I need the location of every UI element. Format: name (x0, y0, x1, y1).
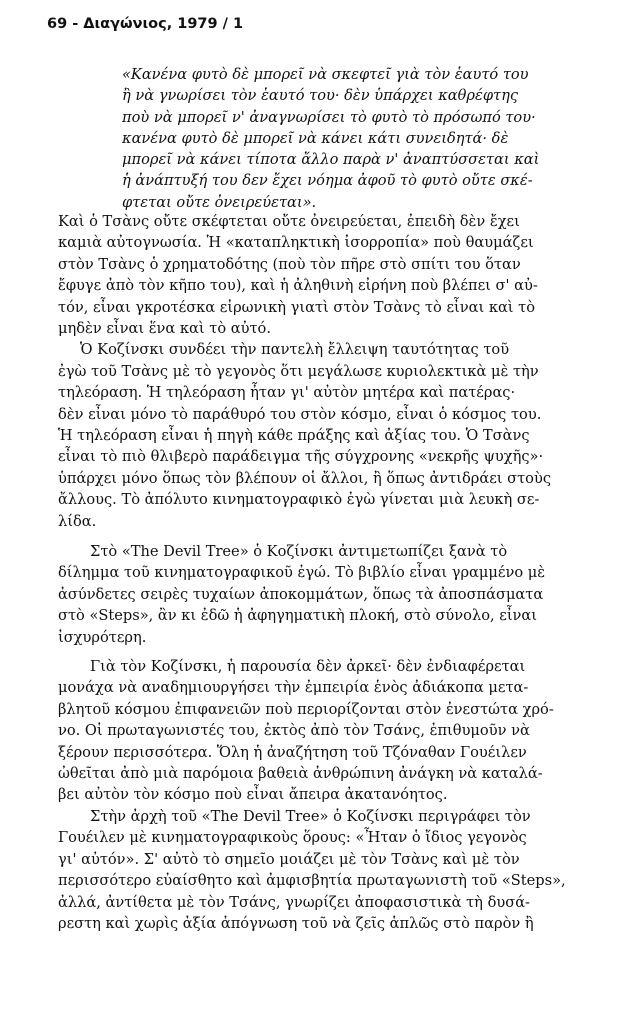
text-line: εἶναι τὸ πιὸ θλιβερὸ παράδειγμα τῆς σύγχρονης «νεκρῆς ψυχῆς»· (58, 448, 544, 466)
text-line: τηλεόραση. Ἡ τηλεόραση ἦταν γι' αὐτὸν μητέρα καὶ πατέρας· (58, 384, 516, 402)
text-line: τόν, εἶναι γκροτέσκα εἰρωνικὴ γιατὶ στὸν Τσὰνς τὸ εἶναι καὶ τὸ (58, 298, 536, 316)
quote-line: «Κανένα φυτὸ δὲ μπορεῖ νὰ σκεφτεῖ γιὰ τὸν ἑαυτό του (122, 66, 529, 83)
quote-line: ποὺ νὰ μπορεῖ ν' ἀναγνωρίσει τὸ φυτὸ τὸ πρόσωπό του· (122, 108, 536, 126)
text-line: νο. Οἱ πρωταγωνιστές του, ἐκτὸς ἀπὸ τὸν Τσάνς, ἐπιθυμοῦν νὰ (58, 722, 530, 740)
page-header: 69 - Διαγώνιος, 1979 / 1 (47, 16, 244, 32)
paragraph (58, 211, 594, 339)
text-line: ξέρουν περισσότερα. Ὅλη ἡ ἀναζήτηση τοῦ Τζόναθαν Γουέιλεν (58, 743, 527, 761)
text-line: ἀσύνδετες σειρὲς τυχαίων ἀποκομμάτων, ὅπως τὰ ἀποσπάσματα (58, 585, 544, 603)
text-line: βλητοῦ κόσμου ἐπιφανειῶν ποὺ περιορίζονται στὸν ἐνεστώτα χρό- (58, 700, 554, 718)
body-text-upper (58, 211, 594, 532)
text-line: ὑπάρχει μόνο ὅπως τὸν βλέπουν οἱ ἄλλοι, ἢ ὅπως ἀντιδράει στοὺς (58, 469, 551, 487)
block-quote (122, 64, 592, 213)
text-line: μηδὲν εἶναι ἕνα καὶ τὸ αὐτό. (58, 320, 271, 338)
quote-line: φτεται οὔτε ὀνειρεύεται». (122, 193, 317, 211)
text-line: ὠθεῖται ἀπὸ μιὰ παρόμοια βαθειὰ ἀνθρώπινη ἀνάγκη νὰ καταλά- (58, 765, 543, 783)
text-line: δίλημμα τοῦ κινηματογραφικοῦ ἐγώ. Τὸ βιβλίο εἶναι γραμμένο μὲ (58, 564, 546, 582)
text-line: λίδα. (58, 512, 97, 530)
text-line: Στὴν ἀρχὴ τοῦ «The Devil Tree» ὁ Κοζίνσκι περιγράφει τὸν (90, 807, 531, 825)
text-line: περισσότερο εὐαίσθητο καὶ ἀμφισβητία πρωταγωνιστὴ τοῦ «Steps», (58, 872, 566, 890)
text-line: ἐγὼ τοῦ Τσὰνς μὲ τὸ γεγονὸς ὅτι μεγάλωσε κυριολεκτικὰ μὲ τὴν (58, 362, 539, 380)
quote-line: κανένα φυτὸ δὲ μπορεῖ νὰ κάνει κάτι συνειδητά· δὲ (122, 129, 509, 147)
paragraph (58, 339, 594, 532)
text-line: Ἡ τηλεόραση εἶναι ἡ πηγὴ κάθε πράξης καὶ ἀξίας του. Ὁ Τσὰνς (58, 427, 530, 445)
text-line: Ὁ Κοζίνσκι συνδέει τὴν παντελὴ ἔλλειψη ταυτότητας τοῦ (80, 341, 510, 359)
quote-line: μπορεῖ νὰ κάνει τίποτα ἄλλο παρὰ ν' ἀναπτύσσεται καὶ (122, 151, 540, 169)
text-line: δὲν εἶναι μόνο τὸ παράθυρό του στὸν κόσμο, εἶναι ὁ κόσμος του. (58, 405, 542, 423)
text-line: μονάχα νὰ αναδημιουργήσει τὴν ἐμπειρία ἑνὸς ἀδιάκοπα μετα- (58, 679, 529, 697)
quote-line: ἢ νὰ γνωρίσει τὸν ἑαυτό του· δὲν ὑπάρχει καθρέφτης (122, 87, 519, 105)
text-line: ἄλλους. Τὸ ἀπόλυτο κινηματογραφικὸ ἐγὼ γίνεται μιὰ λευκὴ σε- (58, 491, 540, 509)
text-line: γι' αὐτόν». Σ' αὐτὸ τὸ σημεῖο μοιάζει μὲ τὸν Τσὰνς καὶ μὲ τὸν (58, 850, 520, 868)
body-text-lower (58, 541, 594, 934)
quote-line: ἡ ἀνάπτυξή του δεν ἔχει νόημα ἀφοῦ τὸ φυτὸ οὔτε σκέ- (122, 172, 533, 190)
text-line: Γουέιλεν μὲ κινηματογραφικοὺς ὅρους: «Ἦταν ὁ ἴδιος γεγονὸς (58, 829, 527, 847)
paragraph (58, 541, 594, 648)
text-line: στὸ «Steps», ἂν κι ἐδῶ ἡ ἀφηγηματικὴ πλοκή, στὸ σύνολο, εἶναι (58, 607, 537, 625)
paragraph (58, 656, 594, 806)
text-line: Γιὰ τὸν Κοζίνσκι, ἡ παρουσία δὲν ἀρκεῖ· δὲν ἐνδιαφέρεται (90, 658, 526, 676)
text-line: καμιὰ αὐτογνωσία. Ἡ «καταπληκτικὴ ἰσορροπία» ποὺ θαυμάζει (58, 234, 534, 252)
text-line: ἰσχυρότερη. (58, 628, 147, 646)
text-line: ἀλλά, ἀντίθετα μὲ τὸν Τσάνς, γνωρίζει ἀποφασιστικὰ τὴ δυσά- (58, 893, 530, 911)
text-line: ρεστη καὶ χωρὶς ἀξία ἀπόγνωση τοῦ νὰ ζεῖς ἁπλῶς στὸ παρὸν ἢ (58, 914, 534, 932)
text-line: ἔφυγε ἀπὸ τὸν κῆπο του), καὶ ἡ ἀληθινὴ εἰρήνη ποὺ βλέπει σ' αὐ- (58, 277, 538, 295)
paragraph (58, 806, 594, 934)
text-line: στὸν Τσὰνς ὁ χρηματοδότης (ποὺ τὸν πῆρε στὸ σπίτι του ὅταν (58, 255, 521, 273)
paragraph-gap (58, 648, 594, 656)
text-line: βει αὐτὸν τὸν κόσμο ποὺ εἶναι ἄπειρα ἀκατανόητος. (58, 786, 448, 804)
text-line: Καὶ ὁ Τσὰνς οὔτε σκέφτεται οὔτε ὀνειρεύεται, ἐπειδὴ δὲν ἔχει (58, 213, 520, 230)
text-line: Στὸ «The Devil Tree» ὁ Κοζίνσκι ἀντιμετωπίζει ξανὰ τὸ (90, 543, 508, 560)
